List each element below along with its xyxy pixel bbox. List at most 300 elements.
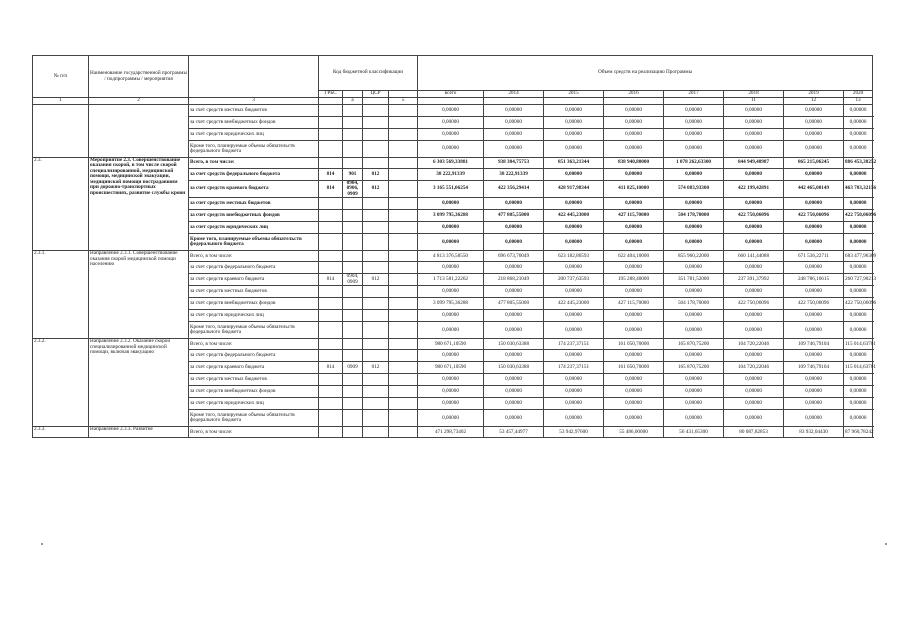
code-grbs (319, 262, 343, 274)
code-grbs (319, 350, 343, 362)
amount-year: 56 431,65300 (664, 427, 724, 438)
amount-year: 0,00000 (664, 117, 724, 129)
amount-total: 3 165 551,06254 (418, 181, 484, 198)
amount-year: 886 453,38252 (844, 158, 873, 169)
amount-year: 55 486,00000 (604, 427, 664, 438)
code-vr (389, 251, 418, 262)
code-csr (363, 298, 389, 310)
amount-year: 161 050,70000 (604, 362, 664, 374)
code-rz (343, 105, 363, 117)
code-csr (363, 398, 389, 410)
amount-year: 0,00000 (484, 286, 544, 298)
code-csr (363, 427, 389, 438)
amount-year: 0,00000 (784, 350, 844, 362)
amount-year: 200 737,63593 (544, 274, 604, 286)
amount-year: 0,00000 (484, 198, 544, 210)
code-grbs (319, 322, 343, 339)
index-cell: 3 (189, 98, 319, 105)
header-index-row (33, 98, 873, 105)
amount-year: 0,00000 (724, 322, 784, 339)
amount-year: 422 356,29414 (484, 181, 544, 198)
header-amount: Объем средств на реализацию Программы (418, 56, 873, 91)
amount-total: 4 813 376,58550 (418, 251, 484, 262)
code-vr (389, 274, 418, 286)
scan-speck (885, 543, 887, 545)
amount-year: 0,00000 (484, 222, 544, 234)
code-rz (343, 141, 363, 158)
code-grbs (319, 129, 343, 141)
amount-year: 0,00000 (544, 310, 604, 322)
code-vr (389, 169, 418, 181)
code-rz (343, 234, 363, 251)
activity-name: Направление 2.3.3. Развитие (89, 427, 189, 438)
amount-total: 3 099 795,36288 (418, 210, 484, 222)
amount-year: 422 750,06096 (784, 210, 844, 222)
amount-year: 0,00000 (784, 386, 844, 398)
amount-year: 0,00000 (484, 262, 544, 274)
amount-total: 0,00000 (418, 374, 484, 386)
index-cell (418, 98, 484, 105)
code-grbs (319, 210, 343, 222)
code-rz (343, 398, 363, 410)
amount-total: 0,00000 (418, 117, 484, 129)
code-vr (389, 141, 418, 158)
funding-source: за счет средств внебюджетных фондов (189, 298, 319, 310)
code-csr (363, 158, 389, 169)
code-rz: 0909 (343, 362, 363, 374)
funding-source: Всего, в том числе: (189, 158, 319, 169)
amount-year: 174 237,37151 (544, 362, 604, 374)
index-cell (319, 98, 343, 105)
header-2018: 2018 (724, 91, 784, 98)
amount-year: 0,00000 (664, 129, 724, 141)
index-cell: 12 (784, 98, 844, 105)
amount-year: 115 014,63701 (844, 339, 873, 350)
amount-total: 0,00000 (418, 129, 484, 141)
amount-year: 0,00000 (664, 105, 724, 117)
code-csr (363, 105, 389, 117)
code-csr (363, 339, 389, 350)
amount-year: 0,00000 (604, 374, 664, 386)
amount-year: 195 288,40000 (604, 274, 664, 286)
code-grbs (319, 158, 343, 169)
amount-year: 0,00000 (724, 398, 784, 410)
funding-source: за счет средств юридических лиц (189, 222, 319, 234)
amount-year: 0,00000 (544, 262, 604, 274)
code-rz (343, 222, 363, 234)
amount-year: 427 115,70000 (604, 298, 664, 310)
amount-year: 0,00000 (604, 286, 664, 298)
code-csr (363, 386, 389, 398)
row-number: 2.3. (33, 158, 89, 251)
amount-year: 0,00000 (844, 129, 873, 141)
amount-year: 237 391,37992 (724, 274, 784, 286)
amount-year: 0,00000 (784, 374, 844, 386)
amount-year: 0,00000 (844, 322, 873, 339)
amount-year: 0,00000 (844, 105, 873, 117)
amount-year: 0,00000 (544, 286, 604, 298)
amount-year: 411 825,10000 (604, 181, 664, 198)
amount-year: 0,00000 (784, 286, 844, 298)
amount-year: 422 445,23000 (544, 298, 604, 310)
amount-year: 174 237,37151 (544, 339, 604, 350)
row-number: 2.3.3. (33, 427, 89, 438)
funding-source: Кроме того, планируемые объемы обязательств федерального бюджета (189, 410, 319, 427)
code-csr (363, 198, 389, 210)
header-blank (189, 56, 319, 98)
code-grbs (319, 141, 343, 158)
amount-year: 0,00000 (784, 234, 844, 251)
header-2017: 2017 (664, 91, 724, 98)
amount-year: 0,00000 (844, 169, 873, 181)
code-grbs: 814 (319, 274, 343, 286)
code-vr (389, 105, 418, 117)
code-csr: 012 (363, 169, 389, 181)
activity-name: Направление 2.3.1. Совершенствование оказания скорой медицинской помощи населению (89, 251, 189, 339)
amount-year: 0,00000 (484, 141, 544, 158)
amount-year: 0,00000 (484, 410, 544, 427)
amount-year: 0,00000 (604, 141, 664, 158)
amount-year: 0,00000 (664, 141, 724, 158)
row-number (33, 105, 89, 158)
code-rz (343, 210, 363, 222)
amount-year: 0,00000 (484, 398, 544, 410)
index-cell: 5 (389, 98, 418, 105)
code-vr (389, 427, 418, 438)
code-grbs (319, 251, 343, 262)
code-rz (343, 427, 363, 438)
amount-year: 0,00000 (784, 322, 844, 339)
amount-year: 0,00000 (604, 262, 664, 274)
code-grbs (319, 286, 343, 298)
header-2019: 2019 (784, 91, 844, 98)
amount-year: 87 960,78242 (844, 427, 873, 438)
amount-year: 0,00000 (724, 105, 784, 117)
funding-source: Всего, в том числе: (189, 339, 319, 350)
amount-year: 0,00000 (484, 374, 544, 386)
code-grbs (319, 298, 343, 310)
funding-source: за счет средств местных бюджетов (189, 374, 319, 386)
code-csr (363, 234, 389, 251)
amount-year: 442 465,00149 (784, 181, 844, 198)
funding-source: за счет средств местных бюджетов (189, 105, 319, 117)
amount-total: 0,00000 (418, 222, 484, 234)
code-vr (389, 286, 418, 298)
amount-year: 0,00000 (484, 310, 544, 322)
code-grbs (319, 398, 343, 410)
code-csr (363, 374, 389, 386)
amount-year: 428 917,98344 (544, 181, 604, 198)
amount-year: 0,00000 (784, 398, 844, 410)
amount-year: 0,00000 (724, 286, 784, 298)
code-rz (343, 410, 363, 427)
amount-year: 0,00000 (724, 129, 784, 141)
amount-year: 0,00000 (724, 350, 784, 362)
code-grbs (319, 427, 343, 438)
code-grbs (319, 234, 343, 251)
amount-year: 109 746,79104 (784, 362, 844, 374)
amount-year: 0,00000 (544, 386, 604, 398)
code-csr (363, 141, 389, 158)
funding-source: Кроме того, планируемые объемы обязательств федерального бюджета (189, 322, 319, 339)
amount-year: 150 030,63388 (484, 339, 544, 350)
funding-source: Всего, в том числе: (189, 251, 319, 262)
amount-year: 0,00000 (844, 222, 873, 234)
code-grbs (319, 374, 343, 386)
index-cell: 2 (89, 98, 189, 105)
amount-year: 0,00000 (604, 310, 664, 322)
amount-total: 471 298,73402 (418, 427, 484, 438)
funding-source: за счет средств юридических лиц (189, 129, 319, 141)
amount-year: 0,00000 (604, 129, 664, 141)
code-csr: 012 (363, 181, 389, 198)
amount-year: 351 781,52000 (664, 274, 724, 286)
amount-year: 0,00000 (604, 222, 664, 234)
amount-year: 0,00000 (844, 310, 873, 322)
amount-year: 0,00000 (784, 141, 844, 158)
code-grbs (319, 117, 343, 129)
code-rz (343, 310, 363, 322)
table-row (33, 158, 873, 169)
amount-total: 0,00000 (418, 141, 484, 158)
amount-year: 0,00000 (544, 129, 604, 141)
amount-year: 0,00000 (484, 105, 544, 117)
amount-year: 0,00000 (724, 310, 784, 322)
amount-year: 0,00000 (604, 322, 664, 339)
amount-total: 980 671,10590 (418, 362, 484, 374)
amount-total: 0,00000 (418, 262, 484, 274)
amount-year: 696 673,76049 (484, 251, 544, 262)
amount-year: 0,00000 (724, 222, 784, 234)
amount-year: 0,00000 (604, 410, 664, 427)
amount-year: 0,00000 (844, 374, 873, 386)
amount-year: 0,00000 (844, 117, 873, 129)
code-rz: 901 (343, 169, 363, 181)
amount-year: 0,00000 (844, 398, 873, 410)
funding-source: за счет средств краевого бюджета (189, 362, 319, 374)
amount-year: 422 750,06096 (724, 298, 784, 310)
index-cell (664, 98, 724, 105)
code-rz (343, 129, 363, 141)
code-csr (363, 410, 389, 427)
budget-table (32, 55, 877, 438)
amount-year: 0,00000 (664, 350, 724, 362)
scan-speck (41, 543, 43, 545)
index-cell (484, 98, 544, 105)
code-csr (363, 322, 389, 339)
amount-year: 0,00000 (724, 410, 784, 427)
header-row (33, 56, 873, 91)
code-vr (389, 322, 418, 339)
amount-year: 150 030,63388 (484, 362, 544, 374)
index-cell: 11 (724, 98, 784, 105)
code-vr (389, 210, 418, 222)
row-number: 2.3.2. (33, 339, 89, 427)
code-rz (343, 117, 363, 129)
amount-year: 422 750,06096 (844, 298, 873, 310)
code-vr (389, 386, 418, 398)
amount-year: 1 078 262,63300 (664, 158, 724, 169)
amount-year: 844 949,48987 (724, 158, 784, 169)
code-grbs (319, 410, 343, 427)
code-rz: 0904, 0906, 0909 (343, 181, 363, 198)
code-vr (389, 374, 418, 386)
header-csr: ЦСР (363, 91, 389, 98)
amount-total: 3 099 795,36288 (418, 298, 484, 310)
amount-year: 0,00000 (664, 262, 724, 274)
amount-total: 38 222,91339 (418, 169, 484, 181)
header-2020: 2020 (844, 91, 873, 98)
code-csr (363, 222, 389, 234)
amount-year: 463 703,32156 (844, 181, 873, 198)
amount-year: 0,00000 (844, 386, 873, 398)
amount-total: 0,00000 (418, 386, 484, 398)
code-rz (343, 322, 363, 339)
header-2014: 2014 (484, 91, 544, 98)
amount-year: 115 014,63701 (844, 362, 873, 374)
amount-year: 0,00000 (484, 234, 544, 251)
amount-year: 0,00000 (604, 398, 664, 410)
amount-year: 0,00000 (544, 398, 604, 410)
header-total: всего (418, 91, 484, 98)
funding-source: Кроме того, планируемые объемы обязательств федерального бюджета (189, 141, 319, 158)
code-csr (363, 350, 389, 362)
code-grbs (319, 386, 343, 398)
amount-year: 0,00000 (544, 169, 604, 181)
code-vr (389, 410, 418, 427)
header-number: № п/п (33, 56, 89, 98)
amount-year: 0,00000 (724, 117, 784, 129)
code-vr (389, 339, 418, 350)
code-vr (389, 117, 418, 129)
amount-year: 838 940,80000 (604, 158, 664, 169)
funding-source: за счет средств юридических лиц (189, 310, 319, 322)
amount-year: 0,00000 (664, 398, 724, 410)
amount-total: 0,00000 (418, 310, 484, 322)
table-body (33, 56, 877, 438)
code-vr (389, 222, 418, 234)
index-cell: а (343, 98, 363, 105)
code-rz (343, 386, 363, 398)
amount-year: 109 746,79104 (784, 339, 844, 350)
code-rz (343, 158, 363, 169)
code-vr (389, 310, 418, 322)
code-rz (343, 262, 363, 274)
amount-year: 0,00000 (664, 374, 724, 386)
header-name: Наименование государственной программы / подпрограммы / мероприятия (89, 56, 189, 98)
activity-name (89, 105, 189, 158)
amount-year: 622 404,10000 (604, 251, 664, 262)
amount-year: 0,00000 (664, 198, 724, 210)
amount-year: 422 750,06096 (844, 210, 873, 222)
code-grbs (319, 222, 343, 234)
amount-year: 161 050,70000 (604, 339, 664, 350)
amount-year: 865 215,06245 (784, 158, 844, 169)
amount-year: 855 960,22000 (664, 251, 724, 262)
funding-source: за счет средств юридических лиц (189, 398, 319, 410)
amount-year: 0,00000 (544, 374, 604, 386)
amount-year: 53 457,44977 (484, 427, 544, 438)
amount-year: 0,00000 (844, 262, 873, 274)
amount-year: 422 750,06096 (784, 298, 844, 310)
amount-year: 38 222,91339 (484, 169, 544, 181)
amount-year: 0,00000 (604, 169, 664, 181)
amount-year: 0,00000 (724, 262, 784, 274)
amount-year: 683 477,96309 (844, 251, 873, 262)
amount-year: 0,00000 (844, 198, 873, 210)
amount-year: 671 536,22711 (784, 251, 844, 262)
amount-year: 422 750,06096 (724, 210, 784, 222)
row-number: 2.3.1. (33, 251, 89, 339)
amount-year: 938 384,75753 (484, 158, 544, 169)
code-csr (363, 129, 389, 141)
funding-source: за счет средств внебюджетных фондов (189, 386, 319, 398)
amount-year: 0,00000 (844, 350, 873, 362)
code-rz (343, 339, 363, 350)
amount-year: 0,00000 (664, 386, 724, 398)
code-rz (343, 286, 363, 298)
header-code: Код бюджетной классификации (319, 56, 418, 91)
amount-year: 0,00000 (484, 350, 544, 362)
code-csr (363, 310, 389, 322)
amount-year: 851 363,21344 (544, 158, 604, 169)
amount-year: 0,00000 (604, 105, 664, 117)
amount-year: 0,00000 (724, 169, 784, 181)
amount-year: 0,00000 (664, 169, 724, 181)
amount-year: 0,00000 (484, 322, 544, 339)
amount-year: 0,00000 (724, 141, 784, 158)
amount-year: 248 786,16615 (784, 274, 844, 286)
amount-year: 0,00000 (544, 234, 604, 251)
code-csr: 012 (363, 274, 389, 286)
amount-year: 0,00000 (784, 105, 844, 117)
code-csr (363, 210, 389, 222)
amount-year: 218 868,21049 (484, 274, 544, 286)
table-row (33, 427, 873, 438)
amount-year: 0,00000 (724, 386, 784, 398)
funding-source: за счет средств краевого бюджета (189, 181, 319, 198)
code-grbs (319, 198, 343, 210)
amount-year: 0,00000 (664, 410, 724, 427)
amount-year: 0,00000 (664, 234, 724, 251)
amount-year: 0,00000 (544, 198, 604, 210)
amount-year: 422 445,23000 (544, 210, 604, 222)
amount-year: 83 932,04430 (784, 427, 844, 438)
amount-total: 0,00000 (418, 234, 484, 251)
amount-year: 660 141,44088 (724, 251, 784, 262)
code-vr (389, 398, 418, 410)
code-rz (343, 350, 363, 362)
amount-year: 104 720,22046 (724, 339, 784, 350)
funding-source: за счет средств местных бюджетов (189, 286, 319, 298)
amount-year: 0,00000 (604, 350, 664, 362)
code-csr (363, 286, 389, 298)
amount-year: 0,00000 (784, 410, 844, 427)
code-grbs: 814 (319, 169, 343, 181)
amount-total: 0,00000 (418, 105, 484, 117)
code-vr (389, 362, 418, 374)
code-csr (363, 117, 389, 129)
amount-year: 165 870,75200 (664, 339, 724, 350)
code-vr (389, 129, 418, 141)
amount-year: 0,00000 (784, 129, 844, 141)
amount-year: 0,00000 (664, 322, 724, 339)
amount-year: 0,00000 (844, 410, 873, 427)
amount-year: 0,00000 (544, 117, 604, 129)
amount-year: 0,00000 (724, 374, 784, 386)
code-rz (343, 198, 363, 210)
code-grbs (319, 310, 343, 322)
